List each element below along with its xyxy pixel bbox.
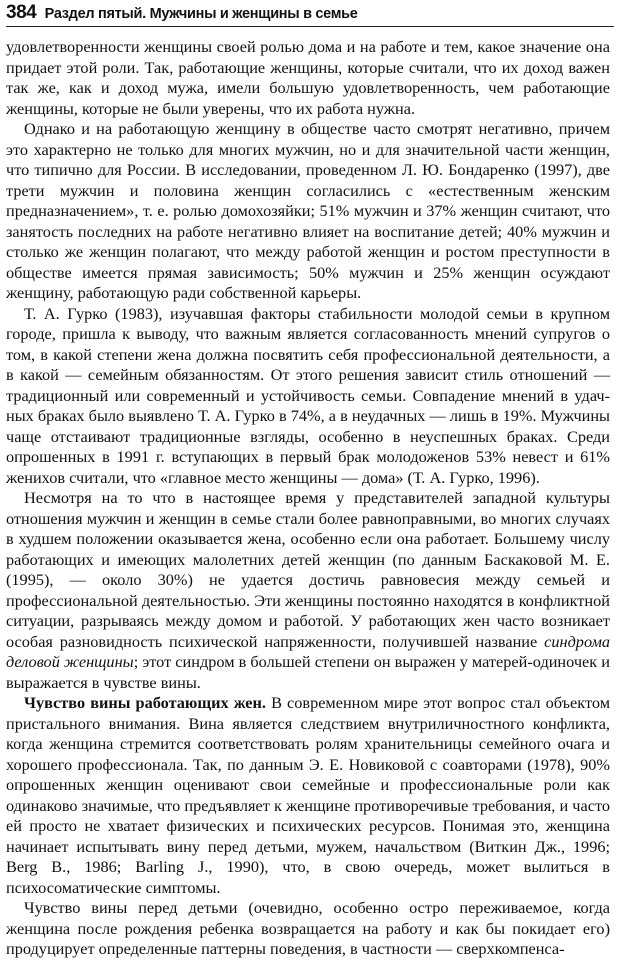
italic-term: синдрома деловой женщины — [6, 631, 610, 671]
paragraph-text: Чувство вины перед детьми (очевидно, особенно остро переживаемое, когда женщина после рождения ребенка возвращается на работу и как бы покидает его) продуцирует определенные паттерны поведения, в частности — сверхкомпенса- — [6, 898, 610, 958]
paragraph-text-before: Несмотря на то что в настоящее время у представителей западной культуры отношения мужчин и женщин в семье стали более равноправными, во многих случаях в худшем положении оказывается жена, особенно если она работает. Большему числу работающих и имеющих малолетних детей женщин (по данным Баскаковой М. Е. (1995), — около 30%) не удается достичь равновесия между семьей и профессиональной деятельностью. Эти женщины постоянно находятся в конфликтной ситуации, разрываясь между домом и работой. У работающих жен часто возникает особая разновидность психической напряженности, получившей название — [6, 488, 610, 651]
paragraph-text: Т. А. Гурко (1983), изучавшая факторы стабильности молодой семьи в крупном городе, пришла к выводу, что важным является согласованность мнений супругов о том, в какой степени жена должна посвятить себя профессиональной деятельности, а в какой — семейным обязанностям. От этого решения зависит стиль отношений — традиционный или современный и устойчивость семьи. Совпадение мнений в удачных браках было выявлено Т. А. Гурко в 74%, а в неудачных — лишь в 19%. Мужчины чаще отстаивают традиционные взгляды, особенно в неуспешных браках. Среди опрошенных в 1991 г. вступающих в первый брак молодоженов 53% невест и 61% женихов считали, что «главное место женщины — дома» (Т. А. Гурко, 1996). — [6, 303, 610, 487]
paragraph-text: Однако и на работающую женщину в обществе часто смотрят негативно, причем это характерно не только для многих мужчин, но и для значительной части женщин, что типично для России. В исследовании, проведенном Л. Ю. Бондаренко (1997), две трети мужчин и половина женщин согласились с «естественным женским предназначением», т. е. ролью домохозяйки; 51% мужчин и 37% женщин считают, что занятость последних на работе негативно влияет на воспитание детей; 40% мужчин и столько же женщин полагают, что между работой женщин и ростом преступности в обществе имеется прямая зависимость; 50% мужчин и 25% женщин осуждают женщину, работающую ради собственной карьеры. — [6, 119, 610, 302]
paragraph-text-after: ; этот синдром в большей степени он выражен у матерей-одиночек и выражается в чувстве вины. — [6, 652, 610, 692]
paragraph-negative-attitudes — [6, 119, 610, 304]
paragraph-guilt-of-working-wives — [6, 693, 610, 898]
paragraph-continued — [6, 37, 610, 119]
run-in-heading: Чувство вины работающих жен. — [24, 693, 266, 712]
body-text — [6, 37, 610, 960]
paragraph-text: удовлетворенности женщины своей ролью дома и на работе и тем, какое значение она придает этой роли. Так, работающие женщины, которые считали, что их доход важен так же, как и доход мужа, имели большую удовлетворенность, чем работающие женщины, которые не были уверены, что их работа нужна. — [6, 37, 610, 118]
paragraph-business-woman-syndrome — [6, 488, 610, 693]
paragraph-guilt-before-children — [6, 898, 610, 960]
section-title: Раздел пятый. Мужчины и женщины в семье — [44, 6, 358, 22]
paragraph-text: В современном мире этот вопрос стал объектом пристального внимания. Вина является следствием внутриличностного конфликта, когда женщина стремится соответствовать ролям хранительницы семейного очага и хорошего профессионала. Так, по данным Э. Е. Новиковой с соавторами (1978), 90% опрошенных женщин оценивают свои семейные и профессиональные роли как одинаково значимые, что предъявляет к женщине противоречивые требования, и часто ей просто не хватает физических и психических ресурсов. Понимая это, женщина начинает испытывать вину перед детьми, мужем, начальством (Виткин Дж., 1996; Berg B., 1986; Barling J., 1990), что, в свою очередь, может вылиться в психосоматические симптомы. — [6, 693, 610, 897]
running-head — [6, 2, 614, 27]
page-number: 384 — [6, 2, 37, 23]
paragraph-gurko-study — [6, 304, 610, 489]
